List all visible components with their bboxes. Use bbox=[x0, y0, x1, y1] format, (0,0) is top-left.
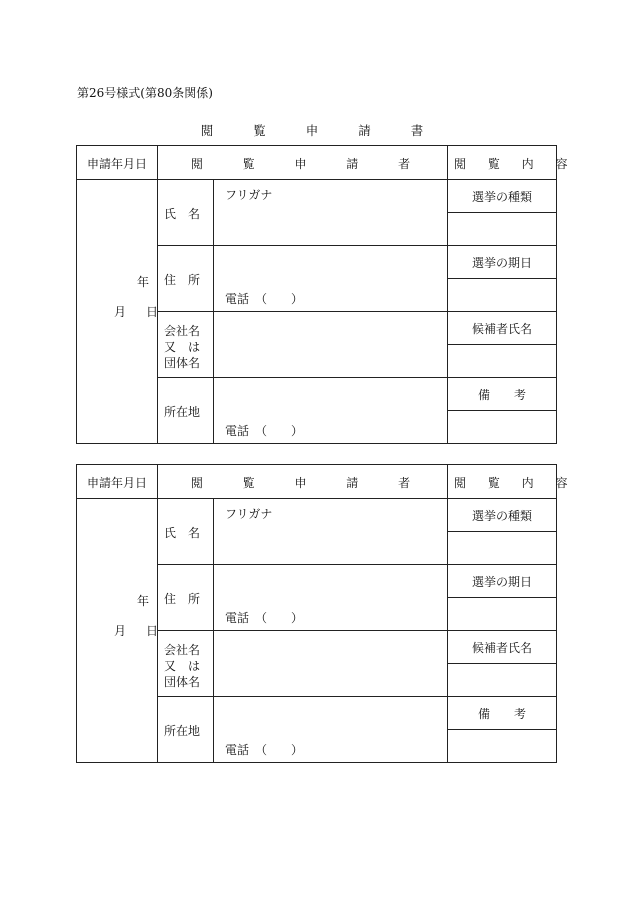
election-date-label: 選挙の期日 bbox=[471, 575, 532, 589]
header-applicant: 閲 覧 申 請 者 bbox=[190, 157, 429, 171]
election-type-label: 選挙の種類 bbox=[471, 509, 532, 523]
header-applicant: 閲 覧 申 請 者 bbox=[190, 476, 429, 490]
company-label-1: 会社名 bbox=[164, 324, 201, 338]
election-date-label: 選挙の期日 bbox=[471, 256, 532, 270]
name-label: 氏 名 bbox=[164, 526, 201, 540]
furigana-label: フリガナ bbox=[225, 507, 273, 521]
election-type-label: 選挙の種類 bbox=[471, 190, 532, 204]
phone-label-address: 電話 （ ） bbox=[225, 611, 304, 625]
address-label: 住 所 bbox=[164, 592, 201, 606]
phone-label-address: 電話 （ ） bbox=[225, 292, 304, 306]
header-date: 申請年月日 bbox=[86, 157, 147, 171]
phone-label-location: 電話 （ ） bbox=[225, 743, 304, 757]
candidate-name-label: 候補者氏名 bbox=[471, 641, 532, 655]
company-label-1: 会社名 bbox=[164, 643, 201, 657]
company-label-3: 団体名 bbox=[164, 356, 201, 370]
phone-label-location: 電話 （ ） bbox=[225, 424, 304, 438]
location-label: 所在地 bbox=[164, 724, 201, 738]
header-date: 申請年月日 bbox=[86, 476, 147, 490]
company-label-2: 又 は bbox=[164, 340, 201, 354]
year-label: 年 bbox=[137, 275, 150, 289]
header-content: 閲 覧 内 容 bbox=[454, 157, 577, 171]
application-sheet-2 bbox=[76, 464, 577, 763]
page-title: 閲 覧 申 請 書 bbox=[200, 123, 442, 138]
month-day-label: 月 日 bbox=[114, 624, 163, 638]
form-number: 第26号様式(第80条関係) bbox=[77, 86, 213, 100]
company-label-3: 団体名 bbox=[164, 675, 201, 689]
month-day-label: 月 日 bbox=[114, 305, 163, 319]
furigana-label: フリガナ bbox=[225, 188, 273, 202]
header-content: 閲 覧 内 容 bbox=[454, 476, 577, 490]
year-label: 年 bbox=[137, 594, 150, 608]
name-label: 氏 名 bbox=[164, 207, 201, 221]
location-label: 所在地 bbox=[164, 405, 201, 419]
candidate-name-label: 候補者氏名 bbox=[471, 322, 532, 336]
remarks-label: 備 考 bbox=[477, 388, 526, 402]
remarks-label: 備 考 bbox=[477, 707, 526, 721]
address-label: 住 所 bbox=[164, 273, 201, 287]
company-label-2: 又 は bbox=[164, 659, 201, 673]
application-sheet-1 bbox=[76, 145, 577, 444]
